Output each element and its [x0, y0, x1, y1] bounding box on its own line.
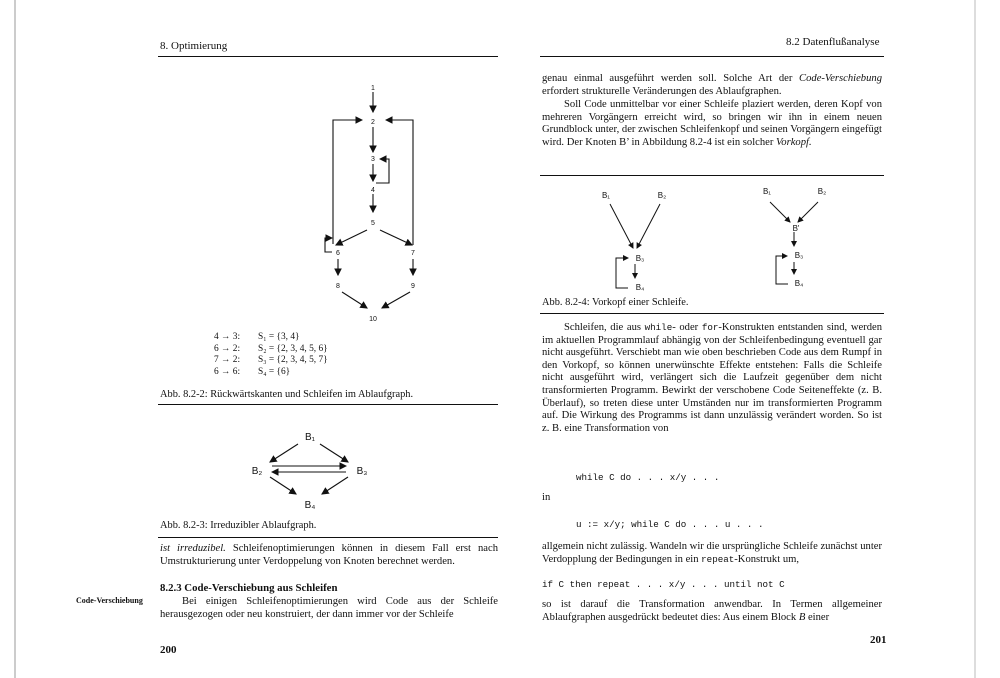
figure-8-2-3 — [0, 412, 520, 522]
left-header-rule — [158, 56, 498, 57]
code-line-2: u := x/y; while C do . . . u . . . — [576, 519, 764, 530]
node-8: 8 — [336, 283, 340, 290]
node-9: 9 — [411, 283, 415, 290]
fig4-right-bprime: B' — [792, 224, 800, 233]
paragraph-top-1: genau einmal ausgeführt werden soll. Solche Art der Code-Verschiebung erfordert strukturelle Veränderungen des Ablaufgraphen. — [542, 73, 882, 97]
right-page — [520, 0, 1000, 678]
node-b1: B₁ — [304, 432, 316, 443]
figure-8-2-4 — [520, 178, 920, 298]
section-heading: 8.2.3 Code-Verschiebung aus Schleifen — [160, 582, 338, 594]
node-b4: B₄ — [304, 500, 316, 511]
fig4-left-b3: B₃ — [635, 254, 645, 263]
fig4-right-b1: B₁ — [762, 187, 772, 196]
page-number-right: 201 — [870, 634, 887, 646]
page-number-left: 200 — [160, 644, 177, 656]
fig4-right-b3: B₃ — [794, 251, 804, 260]
caption-8-2-3: Abb. 8.2-3: Irreduzibler Ablaufgraph. — [160, 520, 317, 531]
paragraph-irreducible: ist irreduzibel. Schleifenoptimierungen können in diesem Fall erst nach Umstrukturierung unter Verdoppelung von Knoten berechnet werden. — [160, 543, 498, 567]
node-b3: B₃ — [356, 466, 368, 477]
fig4-left-b1: B₁ — [601, 191, 611, 200]
paragraph-after: allgemein nicht zulässig. Wandeln wir die ursprüngliche Schleife zunächst unter Verdopplung der Bedingungen in ein repeat-Konstrukt um, — [542, 541, 882, 565]
loop-set-row: 6 → 2: S₂ = {2, 3, 4, 5, 6} — [214, 343, 328, 354]
word-in: in — [542, 492, 551, 503]
caption-rule-3 — [540, 313, 884, 314]
code-line-1: while C do . . . x/y . . . — [576, 472, 720, 483]
right-header: 8.2 Datenflußanalyse — [786, 36, 880, 48]
loop-set-row: 6 → 6: S₄ = {6} — [214, 366, 291, 377]
caption-rule-1 — [158, 404, 498, 405]
node-1: 1 — [371, 85, 375, 92]
loop-sets — [214, 332, 328, 378]
figure-top-rule — [540, 175, 884, 176]
node-6: 6 — [336, 250, 340, 257]
fig4-left-b4: B₄ — [635, 283, 645, 292]
paragraph-main: Schleifen, die aus while- oder for-Konstrukten entstanden sind, werden im aktuellen Programmlauf abhängig von der Schleifenbedingung eventuell gar nicht ausgeführt. Verschiebt man wie oben beschrieben Code aus dem Rumpf in den Vorkopf, so können unerwünschte Effekte entstehen: Falls die Schleife nicht ausgeführt wird, verlängert sich die Laufzeit gegenüber dem nicht transformierten Programm. Bewirkt der verschobene Code Seiteneffekte (z. B. Überlauf), so treten diese unter Umständen nur im transformierten Programm auf. Die Wirkung des Programms ist dann unzulässig verändert worden. So ist z. B. eine Transformation von — [542, 322, 882, 434]
left-header: 8. Optimierung — [160, 40, 228, 52]
caption-8-2-2: Abb. 8.2-2: Rückwärtskanten und Schleifen im Ablaufgraph. — [160, 389, 414, 400]
paragraph-end: so ist darauf die Transformation anwendbar. In Termen allgemeiner Ablaufgraphen ausgedrückt bedeutet dies: Aus einem Block B einer — [542, 599, 882, 623]
loop-set-row: 7 → 2: S₃ = {2, 3, 4, 5, 7} — [214, 355, 328, 365]
node-5: 5 — [371, 220, 375, 227]
node-10: 10 — [369, 316, 377, 323]
node-3: 3 — [371, 156, 375, 163]
caption-8-2-4: Abb. 8.2-4: Vorkopf einer Schleife. — [542, 297, 689, 308]
caption-rule-2 — [158, 537, 498, 538]
paragraph-top-2: Soll Code unmittelbar vor einer Schleife plaziert werden, deren Kopf von mehreren Vorgängern erreicht wird, so bringen wir ihn in einem neuen Grundblock unter, der zwischen Schleifenkopf und seinen Vorgängern eingefügt wird. Der Knoten B’ in Abbildung 8.2-4 ist ein solcher Vorkopf. — [542, 99, 882, 148]
margin-note: Code-Verschiebung — [76, 596, 143, 605]
node-b2: B₂ — [251, 466, 263, 477]
loop-set-row: 4 → 3: S₁ = {3, 4} — [214, 332, 300, 342]
node-4: 4 — [371, 187, 375, 194]
node-7: 7 — [411, 250, 415, 257]
fig4-right-b2: B₂ — [817, 187, 827, 196]
fig4-right-b4: B₄ — [794, 279, 804, 288]
fig4-left-b2: B₂ — [657, 191, 667, 200]
node-2: 2 — [371, 119, 375, 126]
right-header-rule — [540, 56, 884, 57]
code-line-3: if C then repeat . . . x/y . . . until not C — [542, 579, 785, 590]
paragraph-code-motion: Bei einigen Schleifenoptimierungen wird Code aus der Schleife herausgezogen oder neu konstruiert, der dann immer vor der Schleife — [160, 596, 498, 620]
